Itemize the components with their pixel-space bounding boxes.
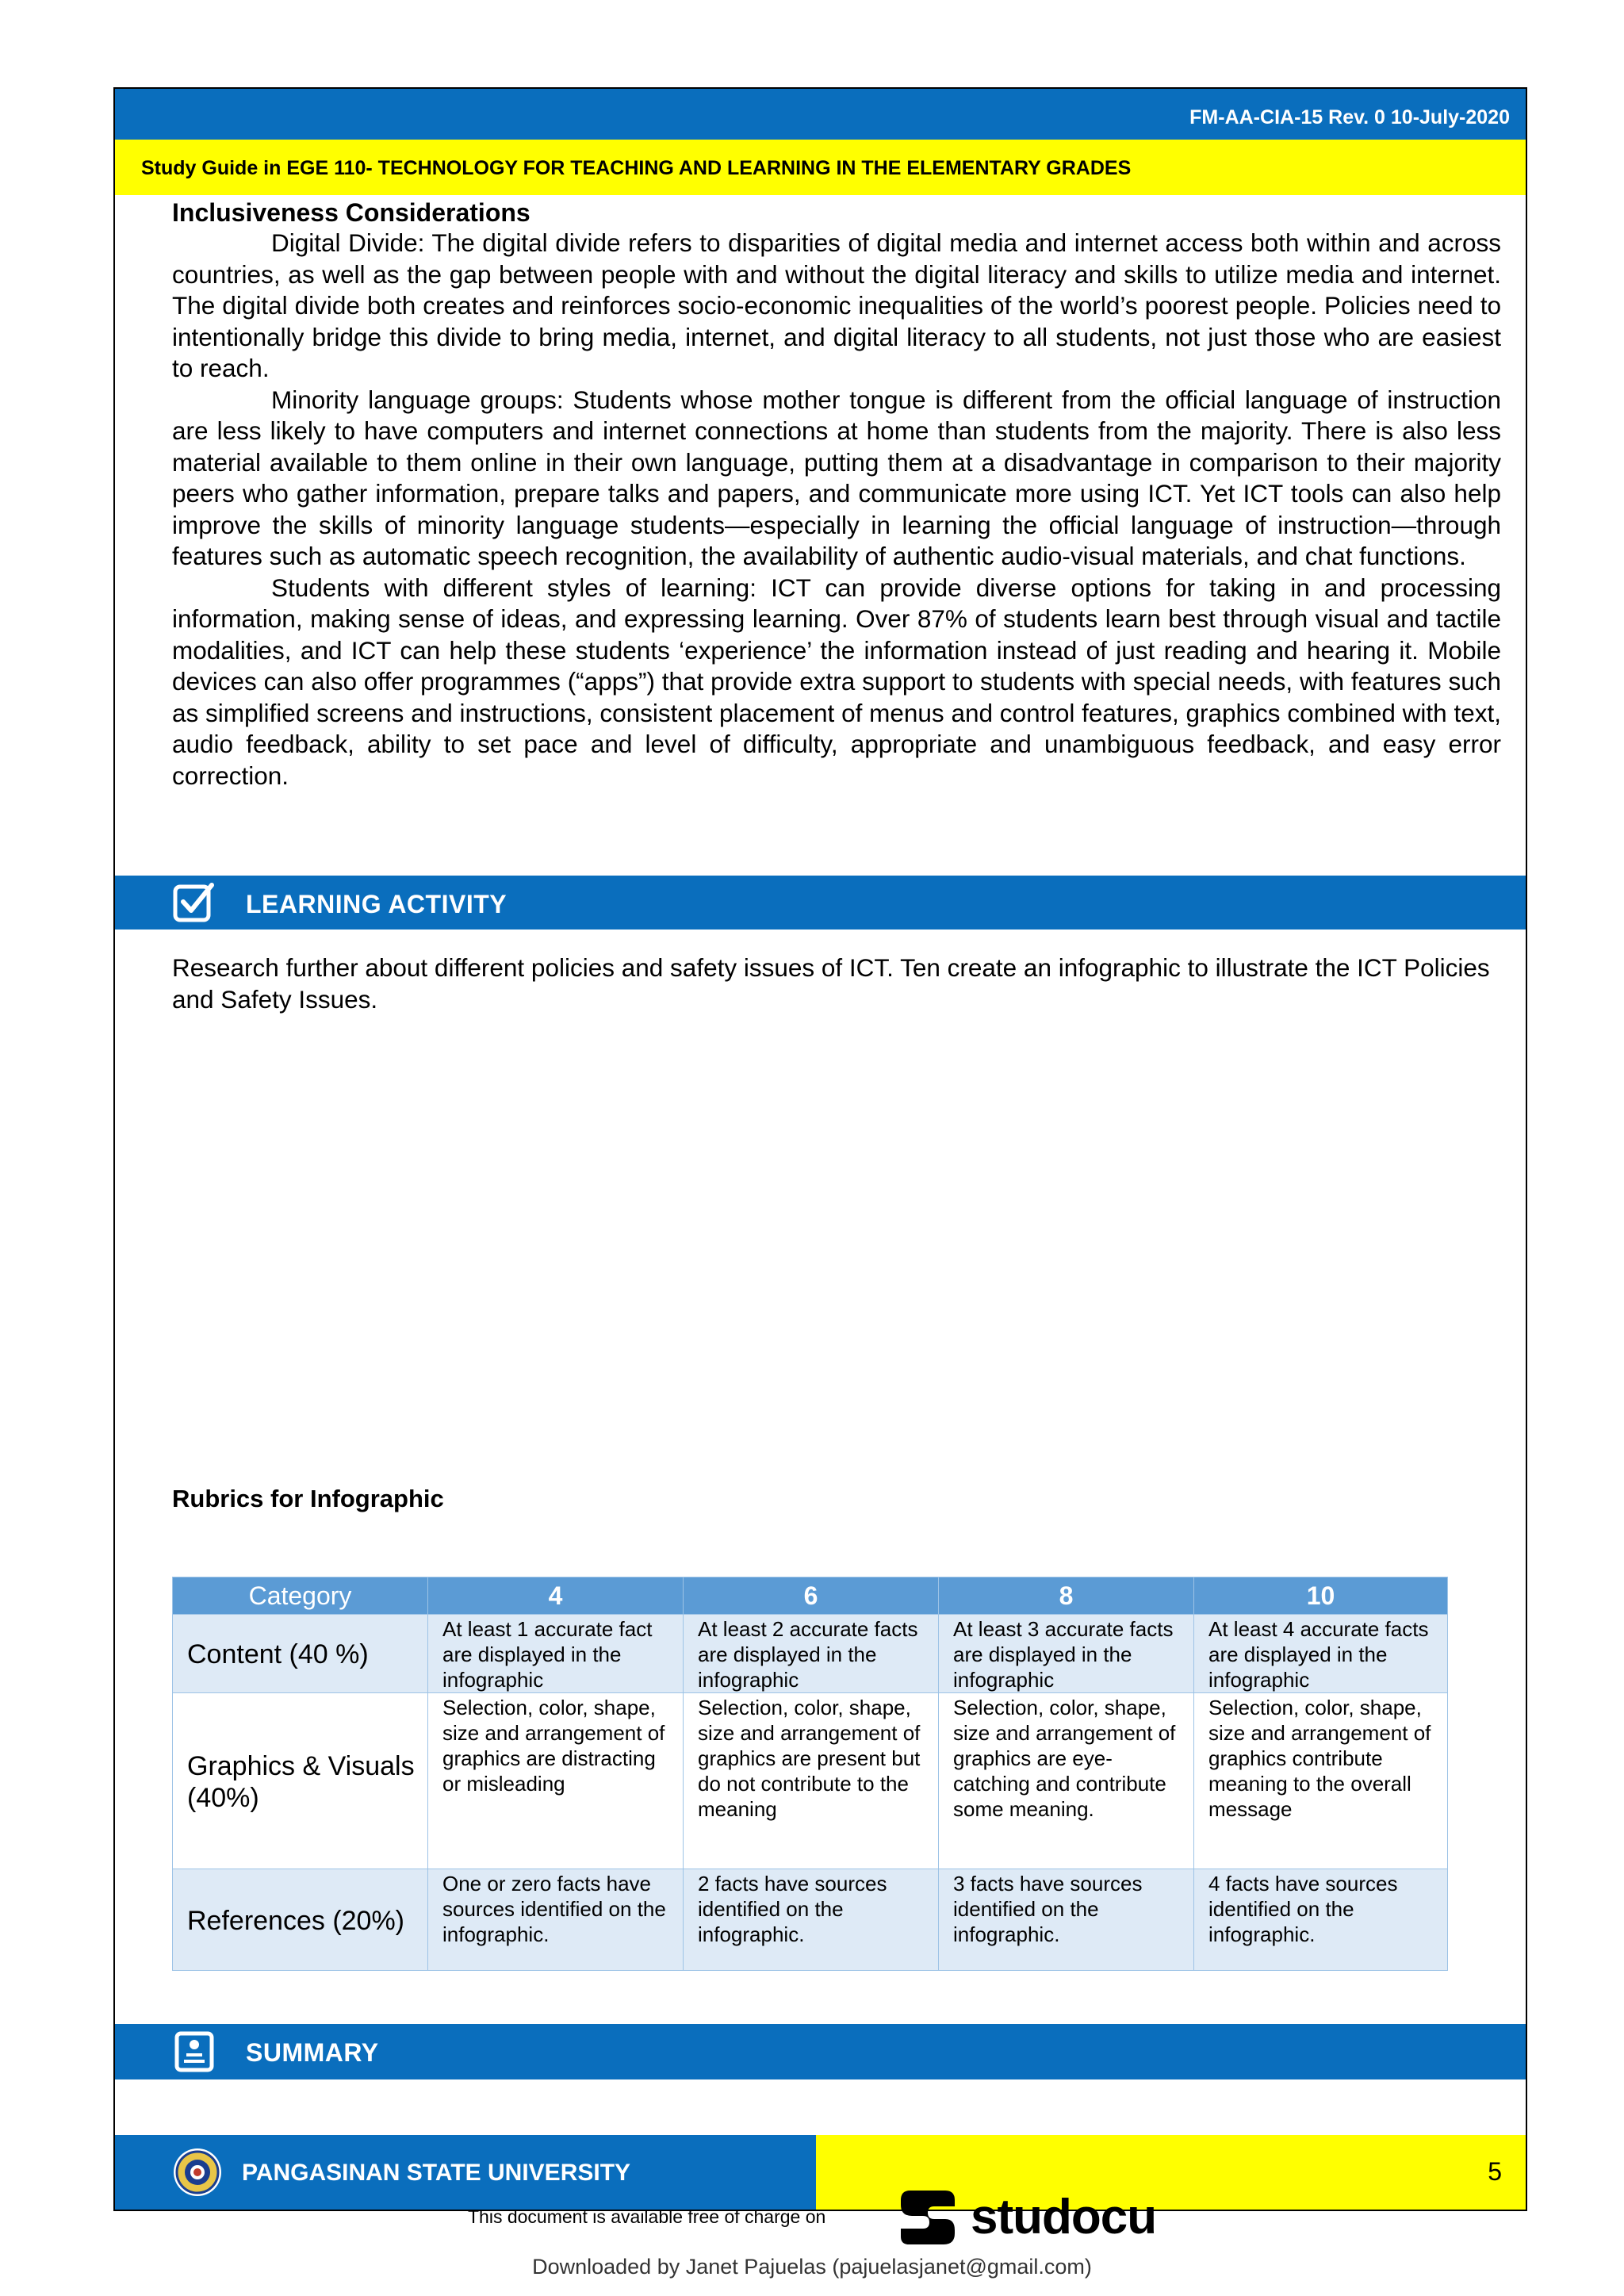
rubric-header-row [173, 1577, 1448, 1615]
learning-activity-banner [115, 876, 1526, 930]
rubric-cell: At least 4 accurate facts are displayed in the infographic [1194, 1615, 1448, 1693]
rubric-heading [172, 1485, 1501, 1513]
checkbox-icon [172, 880, 216, 925]
university-name: PANGASINAN STATE UNIVERSITY [242, 2160, 631, 2186]
learning-activity-text: Research further about different policies and safety issues of ICT. Ten create an infographic to illustrate the ICT Policies and Safety Issues. [172, 953, 1490, 1014]
rubric-title: Rubrics for Infographic [172, 1485, 444, 1512]
rubric-category: References (20%) [173, 1869, 428, 1971]
rubric-row-content [173, 1615, 1448, 1693]
rubric-row-graphics [173, 1693, 1448, 1869]
learning-activity-body [172, 953, 1501, 1015]
rubric-category: Graphics & Visuals (40%) [173, 1693, 428, 1869]
rubric-cell: One or zero facts have sources identified on the infographic. [428, 1869, 684, 1971]
rubric-cell: At least 2 accurate facts are displayed in the infographic [684, 1615, 939, 1693]
inclusiveness-section [172, 198, 1501, 792]
studocu-logo[interactable] [896, 2183, 1182, 2249]
summary-label: SUMMARY [246, 2038, 379, 2067]
page-number: 5 [1488, 2157, 1502, 2186]
course-title: Study Guide in EGE 110- TECHNOLOGY FOR TEACHING AND LEARNING IN THE ELEMENTARY GRADES [141, 157, 1132, 179]
footer-university-bar [115, 2135, 816, 2210]
rubric-header-score: 8 [939, 1577, 1194, 1615]
form-code: FM-AA-CIA-15 Rev. 0 10-July-2020 [1189, 106, 1510, 128]
learning-activity-label: LEARNING ACTIVITY [246, 890, 508, 918]
paragraph-minority-language: Minority language groups: Students whose mother tongue is different from the official language of instruction are less likely to have computers and internet connections at home than students from the majority. There is also less material available to them online in their own language, putting them at a disadvantage in comparison to their majority peers who gather information, prepare talks and papers, and communicate more using ICT. Yet ICT tools can also help improve the skills of minority language students—especially in learning the official language of instruction—through features such as automatic speech recognition, the availability of authentic audio-visual materials, and chat functions. [172, 385, 1501, 570]
section-title: Inclusiveness Considerations [172, 198, 530, 227]
rubric-cell: 2 facts have sources identified on the infographic. [684, 1869, 939, 1971]
header-bar [115, 89, 1526, 140]
paragraph-learning-styles: Students with different styles of learning: ICT can provide diverse options for taking in and processing information, making sense of ideas, and expressing learning. Over 87% of students learn best through visual and tactile modalities, and ICT can help these students ‘experience’ the information instead of just reading and hearing it. Mobile devices can also offer programmes (“apps”) that provide extra support to students with special needs, with features such as simplified screens and instructions, consistent placement of menus and control features, graphics combined with text, audio feedback, ability to set pace and level of difficulty, appropriate and unambiguous feedback, and easy error correction. [172, 573, 1501, 790]
rubric-cell: Selection, color, shape, size and arrangement of graphics are eye-catching and contribute some meaning. [939, 1693, 1194, 1869]
rubric-row-references [173, 1869, 1448, 1971]
rubric-cell: At least 1 accurate fact are displayed in the infographic [428, 1615, 684, 1693]
rubric-cell: Selection, color, shape, size and arrangement of graphics are distracting or misleading [428, 1693, 684, 1869]
rubric-header-score: 6 [684, 1577, 939, 1615]
university-seal-icon [172, 2147, 223, 2198]
downloaded-by-note: Downloaded by Janet Pajuelas (pajuelasjanet@gmail.com) [532, 2255, 1092, 2279]
rubric-category: Content (40 %) [173, 1615, 428, 1693]
rubric-header-score: 10 [1194, 1577, 1448, 1615]
rubric-cell: 3 facts have sources identified on the infographic. [939, 1869, 1194, 1971]
paragraph-digital-divide: Digital Divide: The digital divide refers to disparities of digital media and internet access both within and across countries, as well as the gap between people with and without the digital literacy and skills to utilize media and internet. The digital divide both creates and reinforces socio-economic inequalities of the world’s poorest people. Policies need to intentionally bridge this divide to bring media, internet, and digital literacy to all students, not just those who are easiest to reach. [172, 228, 1501, 382]
clipboard-icon [172, 2029, 216, 2073]
rubric-header-score: 4 [428, 1577, 684, 1615]
rubric-cell: 4 facts have sources identified on the infographic. [1194, 1869, 1448, 1971]
rubric-table [172, 1577, 1448, 1971]
rubric-cell: Selection, color, shape, size and arrangement of graphics contribute meaning to the overall message [1194, 1693, 1448, 1869]
summary-banner [115, 2024, 1526, 2079]
studocu-mark-icon [896, 2184, 961, 2249]
course-title-bar [115, 140, 1526, 195]
rubric-header-category: Category [173, 1577, 428, 1615]
rubric-cell: Selection, color, shape, size and arrangement of graphics are present but do not contribute to the meaning [684, 1693, 939, 1869]
availability-note: This document is available free of charge on [468, 2206, 826, 2227]
rubric-cell: At least 3 accurate facts are displayed in the infographic [939, 1615, 1194, 1693]
studocu-wordmark: studocu [971, 2190, 1157, 2244]
